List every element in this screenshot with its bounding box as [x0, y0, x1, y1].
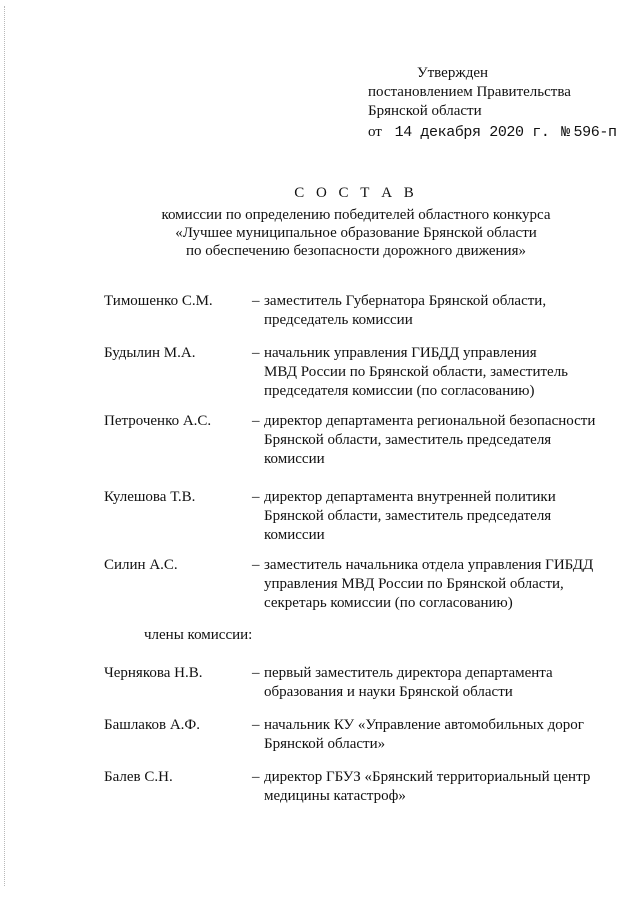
member-role-line: первый заместитель директора департамента: [264, 665, 553, 681]
member-role: [264, 292, 614, 330]
member-role-line: заместитель начальника отдела управления ГИБДД: [264, 557, 594, 573]
title-line-2: «Лучшее муниципальное образование Брянской области: [175, 225, 537, 241]
member-role: [264, 716, 614, 754]
member-name: Будылин М.А.: [104, 345, 196, 361]
member-dash: –: [252, 345, 260, 361]
approval-title: Утвержден: [417, 65, 489, 81]
member-role-line: председателя комиссии (по согласованию): [264, 383, 535, 399]
title-line-1: комиссии по определению победителей областного конкурса: [161, 207, 551, 223]
approval-date-line: [368, 123, 636, 142]
title-line-3: по обеспечению безопасности дорожного движения»: [186, 243, 526, 259]
document-title: [0, 184, 640, 260]
member-role-line: начальник КУ «Управление автомобильных дорог: [264, 717, 584, 733]
member-role: [264, 412, 614, 469]
member-role: [264, 768, 614, 806]
member-role: [264, 556, 614, 613]
member-dash: –: [252, 489, 260, 505]
approval-region: Брянской области: [368, 103, 482, 119]
member-dash: –: [252, 665, 260, 681]
member-name: Башлаков А.Ф.: [104, 717, 201, 733]
member-role-line: Брянской области»: [264, 736, 386, 752]
member-name: Кулешова Т.В.: [104, 489, 196, 505]
member-role-line: директор ГБУЗ «Брянский территориальный центр: [264, 769, 591, 785]
member-role-line: директор департамента внутренней политики: [264, 489, 556, 505]
member-name: Тимошенко С.М.: [104, 293, 213, 309]
member-name: Балев С.Н.: [104, 769, 173, 785]
approval-stamp: [368, 64, 636, 142]
member-role-line: Брянской области, заместитель председателя: [264, 508, 552, 524]
member-dash: –: [252, 557, 260, 573]
member-dash: –: [252, 769, 260, 785]
member-role-line: секретарь комиссии (по согласованию): [264, 595, 513, 611]
member-role-line: МВД России по Брянской области, заместитель: [264, 364, 569, 380]
member-dash: –: [252, 293, 260, 309]
member-role-line: директор департамента региональной безопасности: [264, 413, 596, 429]
member-name: Петроченко А.С.: [104, 413, 212, 429]
member-role-line: заместитель Губернатора Брянской области,: [264, 293, 547, 309]
member-role-line: Брянской области, заместитель председателя: [264, 432, 552, 448]
member-role-line: образования и науки Брянской области: [264, 684, 513, 700]
approval-number: 596-п: [573, 124, 617, 141]
member-role-line: комиссии: [264, 527, 325, 543]
member-role-line: комиссии: [264, 451, 325, 467]
member-role: [264, 488, 614, 545]
member-dash: –: [252, 717, 260, 733]
member-name: Силин А.С.: [104, 557, 178, 573]
members-section-label: члены комиссии:: [144, 627, 253, 643]
member-role-line: управления МВД России по Брянской области,: [264, 576, 564, 592]
member-role-line: председатель комиссии: [264, 312, 413, 328]
approval-date: 14 декабря 2020 г.: [394, 124, 550, 141]
number-prefix: №: [561, 124, 570, 141]
member-role: [264, 664, 614, 702]
scan-edge-marks: [4, 6, 7, 886]
member-name: Чернякова Н.В.: [104, 665, 203, 681]
approval-authority: постановлением Правительства: [368, 84, 571, 100]
member-dash: –: [252, 413, 260, 429]
member-role-line: медицины катастроф»: [264, 788, 406, 804]
member-role: [264, 344, 614, 401]
title-heading: С О С Т А В: [294, 185, 418, 201]
member-role-line: начальник управления ГИБДД управления: [264, 345, 537, 361]
date-prefix: от: [368, 124, 382, 140]
